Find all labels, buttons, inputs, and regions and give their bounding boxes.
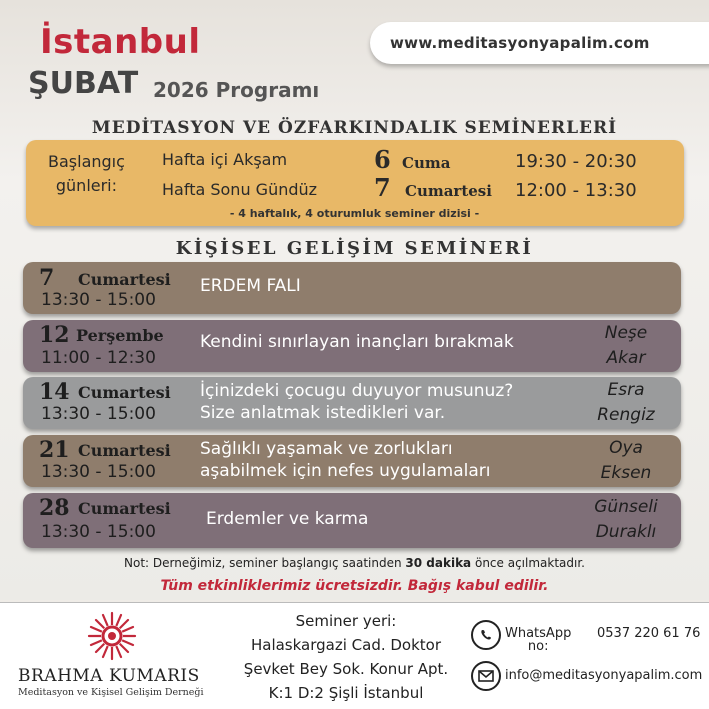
- footer-divider: [0, 602, 709, 603]
- session-weekday-day-name: Cuma: [402, 154, 451, 172]
- session-weekday-label: Hafta içi Akşam: [162, 150, 288, 169]
- teacher-last-name: Duraklı: [595, 522, 657, 542]
- session-weekend-day-num: 7: [374, 173, 391, 202]
- month-title: ŞUBAT: [28, 66, 139, 101]
- whatsapp-number[interactable]: 0537 220 61 76: [597, 626, 701, 641]
- seminar-day-name: Cumartesi: [78, 441, 171, 460]
- seminar-day-num: 21: [39, 437, 70, 463]
- seminar-row: [23, 435, 681, 487]
- seminar-topic-line1: Sağlıklı yaşamak ve zorlukları: [200, 439, 453, 459]
- city-title: İstanbul: [40, 22, 201, 62]
- session-weekend-label: Hafta Sonu Gündüz: [162, 180, 318, 199]
- seminar-row: [23, 320, 681, 372]
- seminar-topic-line2: aşabilmek için nefes uygulamaları: [200, 461, 491, 481]
- org-name: BRAHMA KUMARIS: [18, 666, 200, 686]
- session-weekend-day-name: Cumartesi: [405, 182, 492, 200]
- seminar-time: 13:30 - 15:00: [41, 404, 156, 424]
- venue-label: Seminer yeri:: [295, 612, 397, 630]
- seminar-topic-line1: İçinizdeki çocugu duyuyor musunuz?: [200, 381, 514, 401]
- teacher-first-name: Günseli: [594, 497, 658, 517]
- seminar-time: 13:30 - 15:00: [41, 522, 156, 542]
- opening-note-pre: Not: Derneğimiz, seminer başlangıç saatinden: [124, 556, 406, 570]
- email-link[interactable]: info@meditasyonyapalim.com: [505, 668, 703, 683]
- personal-section-title: KİŞİSEL GELİŞİM SEMİNERİ: [175, 238, 534, 259]
- seminar-day-name: Perşembe: [76, 326, 164, 345]
- teacher-last-name: Eksen: [600, 463, 652, 483]
- opening-note: [0, 556, 709, 570]
- free-events-note: Tüm etkinliklerimiz ücretsizdir. Bağış kabul edilir.: [160, 578, 549, 594]
- seminar-day-num: 12: [39, 322, 70, 348]
- venue-address: [236, 609, 456, 705]
- seminar-day-name: Cumartesi: [78, 499, 171, 518]
- session-weekend-time: 12:00 - 13:30: [515, 180, 637, 201]
- seminar-day-num: 14: [39, 379, 70, 405]
- whatsapp-label-line2: no:: [527, 639, 549, 654]
- seminar-row: [23, 262, 681, 314]
- start-label-line1: Başlangıç: [48, 152, 125, 171]
- seminar-topic-line2: Size anlatmak istedikleri var.: [200, 403, 446, 423]
- seminar-day-num: 7: [39, 265, 55, 291]
- program-year: 2026 Programı: [153, 78, 320, 102]
- venue-line1: Halaskargazi Cad. Doktor: [250, 636, 442, 654]
- opening-note-post: önce açılmaktadır.: [471, 556, 585, 570]
- seminar-topic: Erdemler ve karma: [206, 509, 369, 529]
- seminar-day-name: Cumartesi: [78, 383, 171, 402]
- seminar-row: [23, 493, 681, 548]
- seminar-teacher: [571, 495, 681, 545]
- website-link[interactable]: www.meditasyonyapalim.com: [390, 34, 650, 52]
- session-weekday-time: 19:30 - 20:30: [515, 151, 637, 172]
- seminar-topic: Kendini sınırlayan inançları bırakmak: [200, 332, 514, 352]
- org-subtitle: Meditasyon ve Kişisel Gelişim Derneği: [18, 687, 204, 698]
- seminar-topic: [200, 438, 490, 482]
- meditation-section-title: MEDİTASYON VE ÖZFARKINDALIK SEMİNERLERİ: [91, 118, 618, 138]
- venue-line3: K:1 D:2 Şişli İstanbul: [268, 684, 424, 702]
- start-days-label: [48, 150, 125, 198]
- session-weekday-day-num: 6: [374, 145, 391, 174]
- teacher-last-name: Akar: [606, 348, 646, 368]
- teacher-first-name: Esra: [607, 380, 645, 400]
- teacher-first-name: Oya: [609, 438, 643, 458]
- seminar-time: 13:30 - 15:00: [41, 462, 156, 482]
- whatsapp-icon[interactable]: [471, 620, 501, 650]
- whatsapp-label-line1: WhatsApp: [505, 626, 572, 641]
- brahma-kumaris-logo-icon: [87, 611, 137, 661]
- seminar-teacher: [571, 378, 681, 428]
- venue-line2: Şevket Bey Sok. Konur Apt.: [243, 660, 449, 678]
- seminar-topic: ERDEM FALI: [200, 276, 301, 296]
- envelope-icon-glyph: [473, 663, 499, 689]
- whatsapp-icon-glyph: [473, 622, 499, 648]
- envelope-icon[interactable]: [471, 661, 501, 691]
- seminar-day-name: Cumartesi: [78, 270, 171, 289]
- series-note: - 4 haftalık, 4 oturumluk seminer dizisi -: [229, 207, 480, 220]
- seminar-row: [23, 377, 681, 429]
- teacher-last-name: Rengiz: [597, 405, 655, 425]
- start-label-line2: günleri:: [55, 176, 118, 195]
- teacher-first-name: Neşe: [604, 323, 648, 343]
- opening-note-bold: 30 dakika: [405, 556, 472, 570]
- seminar-topic: [200, 380, 513, 424]
- seminar-teacher: [571, 436, 681, 486]
- seminar-day-num: 28: [39, 495, 70, 521]
- seminar-time: 11:00 - 12:30: [41, 348, 156, 368]
- whatsapp-label: [505, 627, 571, 653]
- seminar-time: 13:30 - 15:00: [41, 290, 156, 310]
- seminar-teacher: [571, 321, 681, 371]
